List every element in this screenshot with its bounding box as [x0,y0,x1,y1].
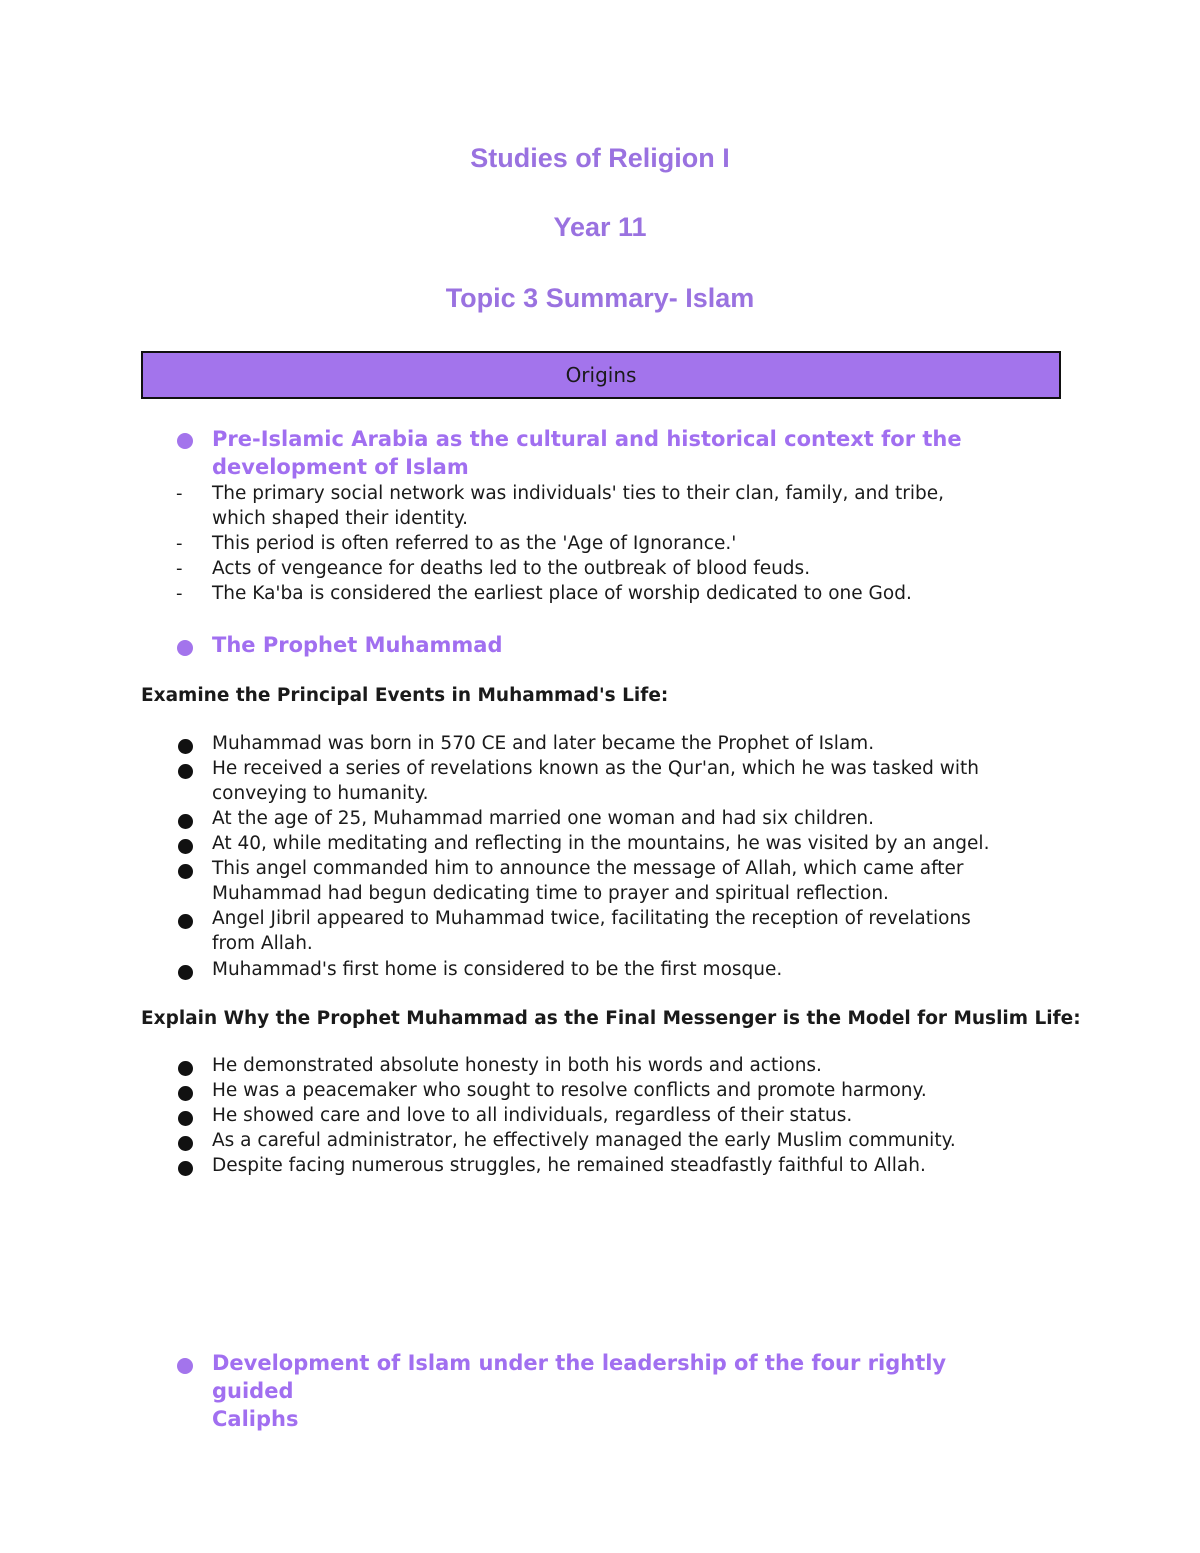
caliphs-heading [212,1349,1032,1433]
list-item: This angel commanded him to announce the message of Allah, which came after [212,858,964,879]
dash-bullet: - [176,533,183,554]
heading-line: development of Islam [212,455,469,479]
dash-bullet: - [176,483,183,504]
list-item: He demonstrated absolute honesty in both his words and actions. [212,1055,822,1076]
list-item: He showed care and love to all individuals, regardless of their status. [212,1105,853,1126]
list-item: The primary social network was individuals' ties to their clan, family, and tribe, [212,483,944,504]
list-item: At 40, while meditating and reflecting in the mountains, he was visited by an angel. [212,833,990,854]
list-item: Muhammad was born in 570 CE and later became the Prophet of Islam. [212,733,875,754]
list-item: Despite facing numerous struggles, he remained steadfastly faithful to Allah. [212,1155,926,1176]
year-label: Year 11 [553,212,647,242]
list-item: He was a peacemaker who sought to resolve conflicts and promote harmony. [212,1080,927,1101]
bullet-icon [178,1086,193,1101]
model-subheading: Explain Why the Prophet Muhammad as the Final Messenger is the Model for Muslim Life: [141,1008,1081,1029]
origins-section-bar [141,351,1061,399]
list-item-continuation: Muhammad had begun dedicating time to prayer and spiritual reflection. [212,883,889,904]
prophet-heading: The Prophet Muhammad [212,633,503,657]
list-item: The Ka'ba is considered the earliest place of worship dedicated to one God. [212,583,912,604]
list-item: At the age of 25, Muhammad married one woman and had six children. [212,808,875,829]
list-item: Angel Jibril appeared to Muhammad twice, facilitating the reception of revelations [212,908,971,929]
events-subheading: Examine the Principal Events in Muhammad's Life: [141,685,669,706]
list-item-continuation: from Allah. [212,933,313,954]
bullet-icon [178,1111,193,1126]
bullet-icon [178,965,193,980]
heading-line: Pre-Islamic Arabia as the cultural and historical context for the [212,427,962,451]
bullet-icon [178,1161,193,1176]
list-item-continuation: which shaped their identity. [212,508,469,529]
bullet-icon [178,764,193,779]
document-title: Studies of Religion I [470,143,730,173]
pre-islamic-heading [212,425,1032,481]
dash-bullet: - [176,558,183,579]
bullet-icon [178,1061,193,1076]
purple-bullet-icon [177,640,193,656]
list-item: Muhammad's first home is considered to be the first mosque. [212,959,783,980]
bullet-icon [178,864,193,879]
bullet-icon [178,839,193,854]
purple-bullet-icon [177,433,193,449]
purple-bullet-icon [177,1358,193,1374]
heading-line: Caliphs [212,1407,299,1431]
dash-bullet: - [176,583,183,604]
list-item: This period is often referred to as the 'Age of Ignorance.' [212,533,737,554]
bullet-icon [178,739,193,754]
list-item: Acts of vengeance for deaths led to the outbreak of blood feuds. [212,558,811,579]
topic-title: Topic 3 Summary- Islam [445,283,755,313]
list-item-continuation: conveying to humanity. [212,783,429,804]
section-bar-label: Origins [565,363,637,387]
heading-line: Development of Islam under the leadership of the four rightly guided [212,1351,947,1403]
bullet-icon [178,914,193,929]
bullet-icon [178,1136,193,1151]
bullet-icon [178,814,193,829]
list-item: As a careful administrator, he effectively managed the early Muslim community. [212,1130,956,1151]
list-item: He received a series of revelations known as the Qur'an, which he was tasked with [212,758,980,779]
